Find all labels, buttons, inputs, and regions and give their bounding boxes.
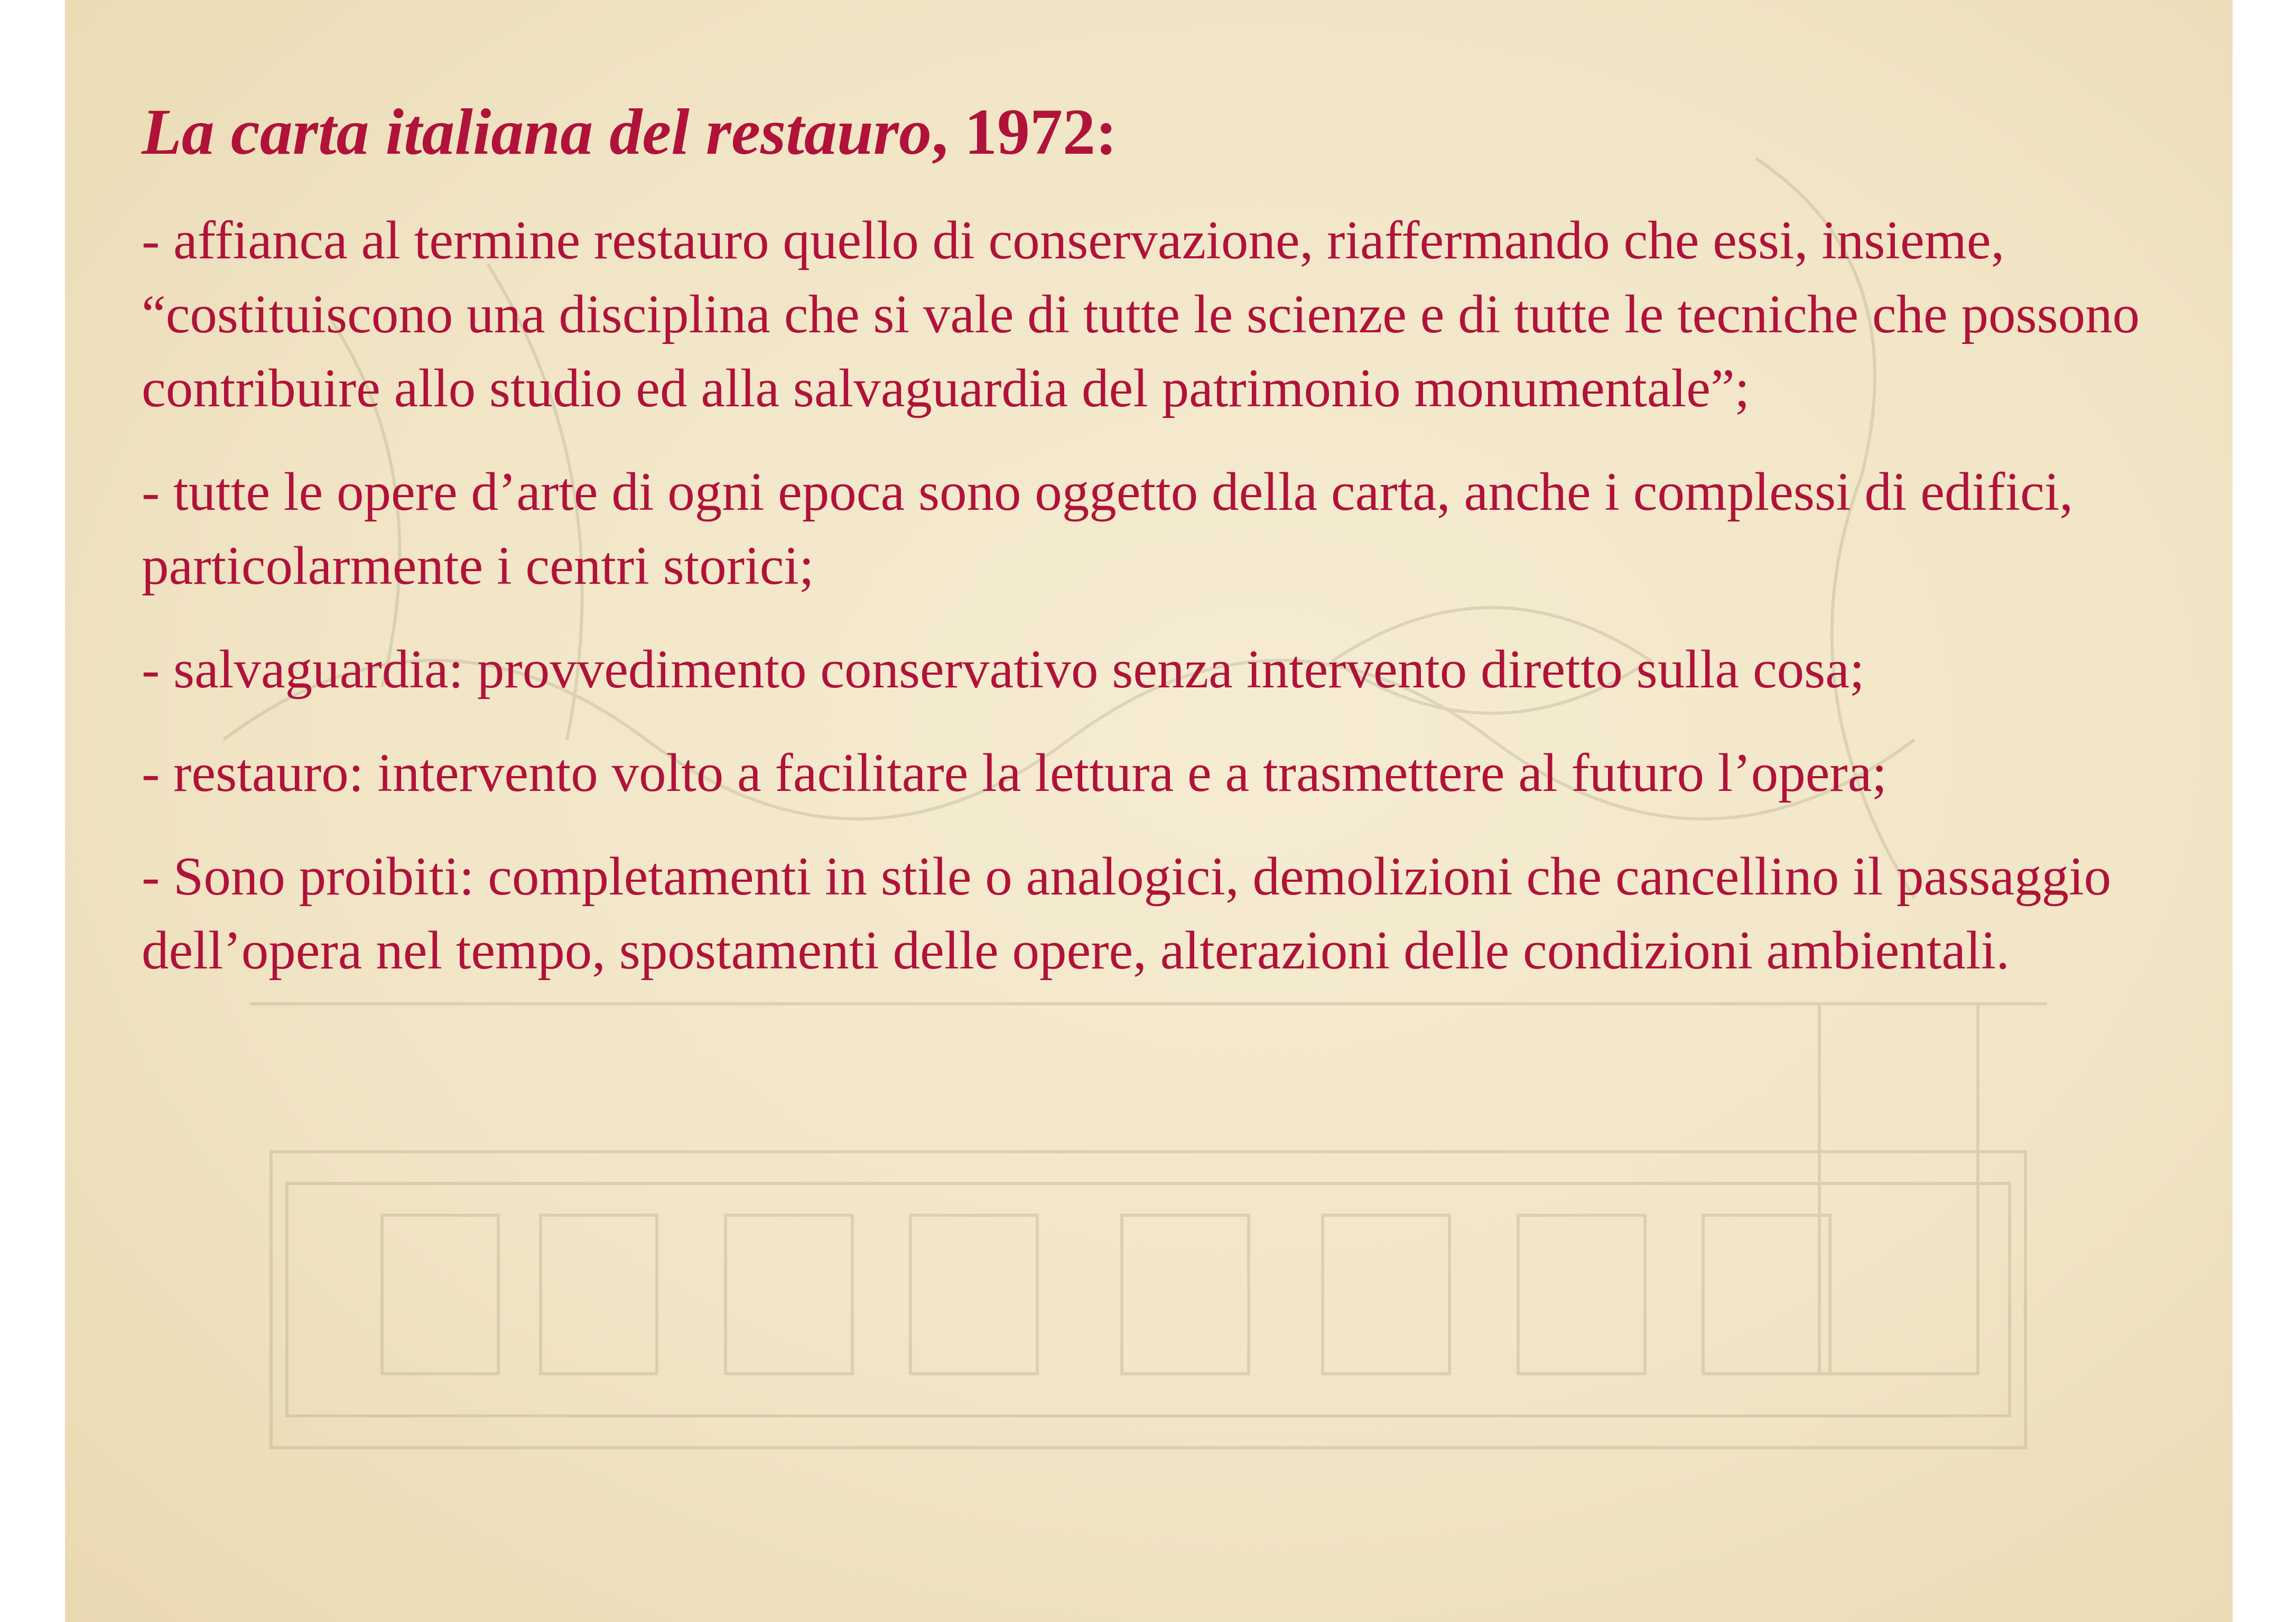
bullet-item: - restauro: intervento volto a facilitare la lettura e a trasmettere al futuro l’opera; [142, 743, 1888, 803]
bullet-item: - affianca al termine restauro quello di conservazione, riaffermando che essi, insieme, “costituiscono una disciplina che si vale di tutte le scienze e di tutte le tecniche che possono contribuire allo studio ed alla salvaguardia del patrimonio monumentale”; [142, 210, 2140, 418]
bullet-list [142, 203, 2202, 987]
bullet-item: - Sono proibiti: completamenti in stile o analogici, demolizioni che cancellino il passaggio dell’opera nel tempo, spostamenti delle opere, alterazioni delle condizioni ambientali. [142, 846, 2112, 981]
bullet-item: - tutte le opere d’arte di ogni epoca sono oggetto della carta, anche i complessi di edifici, particolarmente i centri storici; [142, 462, 2074, 596]
slide-title-date: , 1972: [931, 96, 1118, 168]
slide-content [142, 92, 2202, 1017]
slide-title [142, 92, 2202, 172]
slide-title-italic: La carta italiana del restauro [142, 96, 932, 168]
bullet-item: - salvaguardia: provvedimento conservativo senza intervento diretto sulla cosa; [142, 639, 1865, 700]
slide [65, 0, 2233, 1622]
